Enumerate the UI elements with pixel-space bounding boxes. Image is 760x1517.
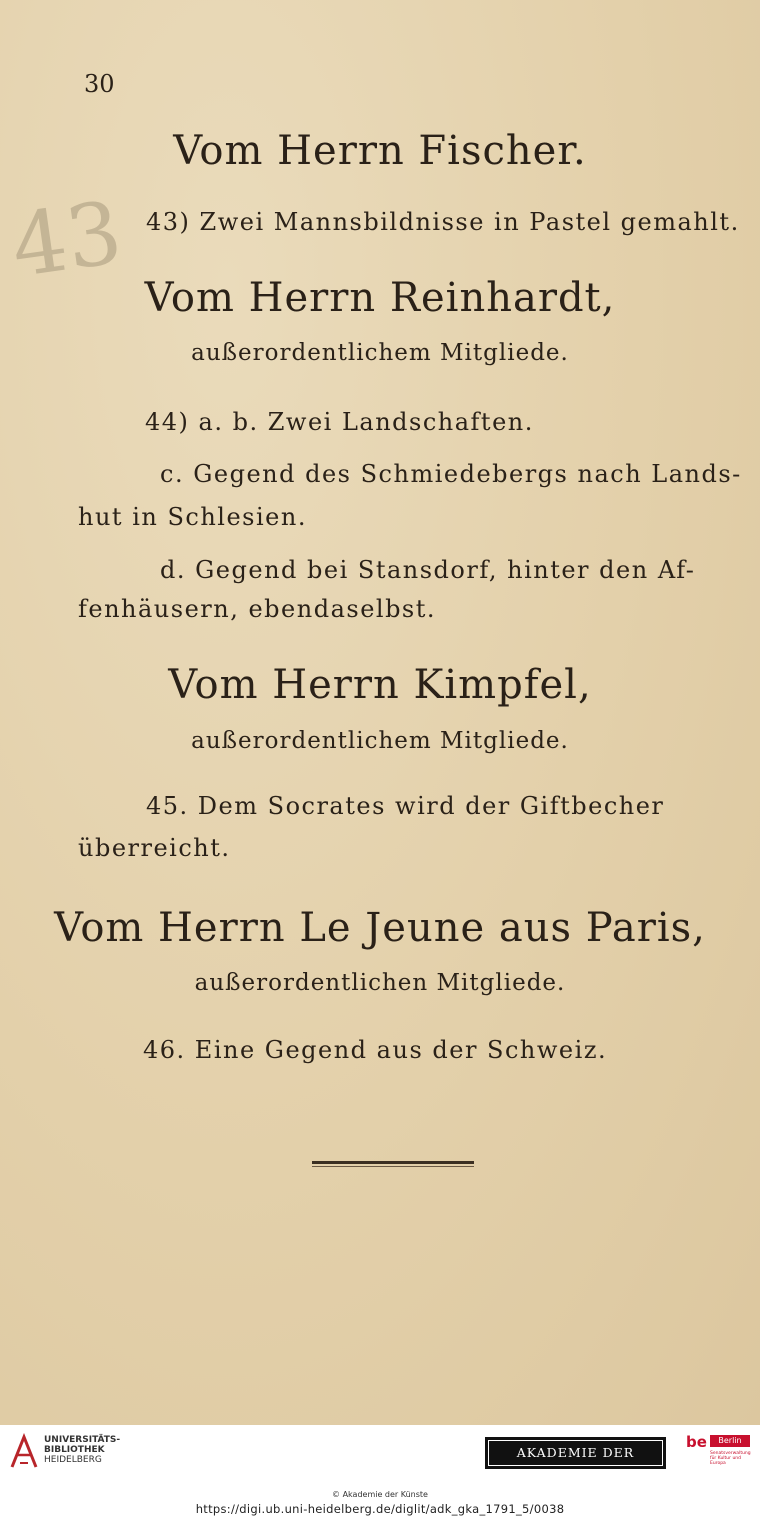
berlin-wordmark: Berlin	[710, 1435, 750, 1447]
closing-rule-thin	[312, 1166, 474, 1167]
entry-45-line1: 45. Dem Socrates wird der Giftbecher	[146, 792, 665, 820]
library-name[interactable]	[44, 1435, 120, 1465]
section-subheading-reinhardt: außerordentlichem Mitgliede.	[191, 340, 569, 366]
footer	[0, 1425, 760, 1517]
entry-46: 46. Eine Gegend aus der Schweiz.	[143, 1036, 608, 1064]
margin-note: 43	[5, 182, 128, 298]
entry-43: 43) Zwei Mannsbildnisse in Pastel gemahlt.	[146, 208, 740, 236]
library-logo-icon[interactable]	[8, 1433, 40, 1471]
section-heading-lejeune: Vom Herrn Le Jeune aus Paris,	[54, 905, 706, 951]
page-number: 30	[84, 70, 115, 98]
page-url[interactable]: https://digi.ub.uni-heidelberg.de/diglit/adk_gka_1791_5/0038	[195, 1502, 565, 1516]
section-subheading-kimpfel: außerordentlichem Mitgliede.	[191, 728, 569, 754]
closing-rule	[312, 1161, 474, 1164]
section-heading-fischer: Vom Herrn Fischer.	[173, 128, 587, 174]
entry-45-line2: überreicht.	[78, 834, 231, 862]
copyright-notice: © Akademie der Künste	[332, 1490, 428, 1499]
section-heading-kimpfel: Vom Herrn Kimpfel,	[168, 662, 592, 708]
academy-logo-text: AKADEMIE DER KÜNSTE	[488, 1440, 663, 1466]
entry-44d-line2: fenhäusern, ebendaselbst.	[78, 595, 437, 623]
library-name-line3: HEIDELBERG	[44, 1455, 102, 1465]
library-name-line2: BIBLIOTHEK	[44, 1445, 105, 1455]
berlin-department: Senatsverwaltung für Kultur und Europa	[710, 1451, 751, 1466]
berlin-logo[interactable]	[686, 1433, 752, 1473]
entry-44: 44) a. b. Zwei Landschaften.	[145, 408, 534, 436]
academy-logo[interactable]	[485, 1437, 666, 1484]
library-name-line1: UNIVERSITÄTS-	[44, 1435, 121, 1445]
section-subheading-lejeune: außerordentlichen Mitgliede.	[194, 970, 566, 996]
berlin-be-mark: be	[686, 1433, 707, 1451]
entry-44c-line2: hut in Schlesien.	[78, 503, 307, 531]
entry-44c-line1: c. Gegend des Schmiedebergs nach Lands-	[160, 460, 742, 488]
section-heading-reinhardt: Vom Herrn Reinhardt,	[144, 275, 616, 321]
entry-44d-line1: d. Gegend bei Stansdorf, hinter den Af-	[160, 556, 696, 584]
